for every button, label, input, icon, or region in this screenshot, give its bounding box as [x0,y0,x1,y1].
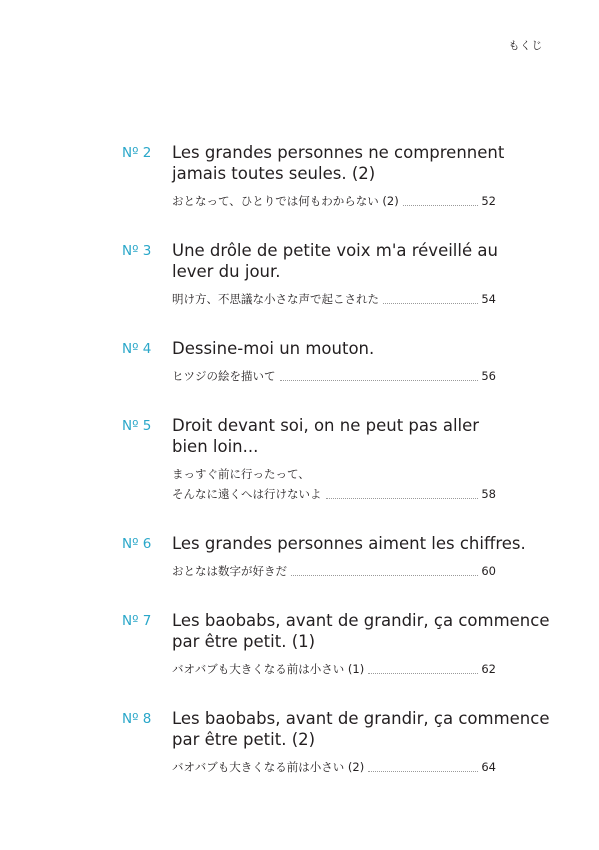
toc-entry [122,240,502,309]
dot-leader [291,575,478,576]
dot-leader [403,205,479,206]
japanese-title-line [172,561,496,581]
dot-leader [368,673,478,674]
dot-leader [280,380,479,381]
japanese-title [172,757,496,777]
japanese-title [172,464,496,504]
japanese-title-line [172,366,496,386]
french-title-line: par être petit. (1) [172,632,316,651]
french-title-line: jamais toutes seules. (2) [172,164,376,183]
japanese-title-line [172,464,496,484]
japanese-text: おとなって、ひとりでは何もわからない (2) [172,194,399,208]
japanese-title-line [172,484,496,504]
japanese-title-line [172,289,496,309]
japanese-text: ヒツジの絵を描いて [172,369,276,383]
dot-leader [368,771,478,772]
japanese-text: バオバブも大きくなる前は小さい (1) [172,662,365,676]
french-title-line: Les grandes personnes aiment les chiffres. [172,534,526,553]
french-title-line: Les baobabs, avant de grandir, ça commence [172,611,550,630]
french-title-line: Les baobabs, avant de grandir, ça commence [172,709,550,728]
japanese-text: おとなは数字が好きだ [172,564,287,578]
japanese-title [172,366,496,386]
entry-number: Nº 3 [122,243,152,259]
japanese-title [172,561,496,581]
table-of-contents [122,142,550,777]
japanese-title [172,289,496,309]
dot-leader [326,498,479,499]
dot-leader [383,303,478,304]
entry-number: Nº 2 [122,145,152,161]
page-number: 64 [481,760,496,774]
page-number: 54 [481,292,496,306]
japanese-title-line [172,659,496,679]
entry-number: Nº 7 [122,613,152,629]
page-header: もくじ [508,39,543,52]
japanese-title [172,659,496,679]
french-title-line: Les grandes personnes ne comprennent [172,143,505,162]
french-title-line: Dessine-moi un mouton. [172,339,375,358]
japanese-title [172,191,496,211]
page-number: 60 [481,564,496,578]
japanese-title-line [172,191,496,211]
japanese-text: まっすぐ前に行ったって、 [172,467,310,481]
french-title-line: Droit devant soi, on ne peut pas aller [172,416,480,435]
page-number: 58 [481,487,496,501]
toc-entry [122,708,550,777]
entry-number: Nº 4 [122,341,152,357]
toc-entry [122,338,502,386]
french-title-line: lever du jour. [172,262,281,281]
french-title-line: par être petit. (2) [172,730,316,749]
toc-entry [122,610,550,679]
page-number: 62 [481,662,496,676]
japanese-text: 明け方、不思議な小さな声で起こされた [172,292,379,306]
page-number: 56 [481,369,496,383]
toc-entry [122,415,502,504]
entry-number: Nº 5 [122,418,152,434]
japanese-title-line [172,757,496,777]
toc-entry [122,533,526,581]
french-title-line: Une drôle de petite voix m'a réveillé au [172,241,498,260]
page-number: 52 [481,194,496,208]
japanese-text: そんなに遠くへは行けないよ [172,487,322,501]
french-title-line: bien loin... [172,437,259,456]
entry-number: Nº 8 [122,711,152,727]
toc-entry [122,142,505,211]
entry-number: Nº 6 [122,536,152,552]
japanese-text: バオバブも大きくなる前は小さい (2) [172,760,365,774]
